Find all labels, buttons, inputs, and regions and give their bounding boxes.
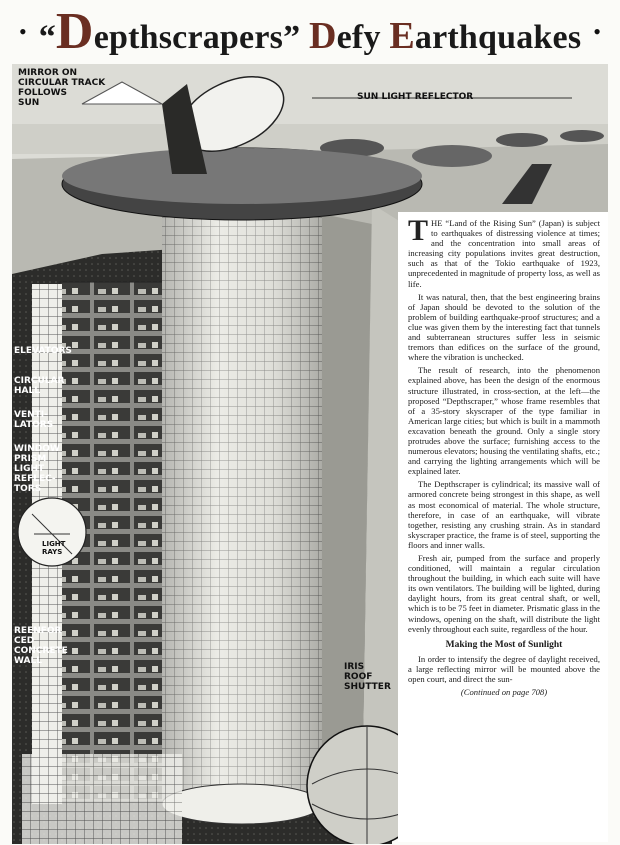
article-paragraph-text: HE “Land of the Rising Sun” (Japan) is subject to earthquakes of distressing violence at times; and the concentration into small areas of increasing city populations invites great destruction, such as that of the Tokio earthquake of 1923, unprecedented in magnitude of property loss, as well as life. xyxy=(408,218,600,289)
label-window-prism: WINDOW PRISM LIGHT REFLEC- TORS xyxy=(14,444,60,494)
headline-word3: arthquakes xyxy=(414,19,582,56)
label-ventilators: VENTI- LATORS xyxy=(14,410,54,430)
label-light-rays: LIGHT RAYS xyxy=(42,540,66,556)
headline xyxy=(0,3,620,60)
article-dropcap: T xyxy=(408,214,429,247)
article-paragraph: Fresh air, pumped from the surface and properly conditioned, will maintain a regular circulation throughout the building, in which each suite will have its own ventilators. The building will be lighted, during daylight hours, from its great central shaft, or well, which is to be 75 feet in diameter. Prismatic glass in the windows, opening on the shaft, will distribute the light evenly throughout each suite, regardless of the hour. xyxy=(408,553,600,634)
label-elevators: ELEVATORS xyxy=(14,346,72,356)
label-reinforced-wall: REENFOR CED CONCRETE WALL xyxy=(14,626,68,666)
headline-title xyxy=(38,3,582,60)
continued-note: (Continued on page 708) xyxy=(460,687,548,698)
headline-word1: epthscrapers xyxy=(93,19,284,56)
article-body xyxy=(398,212,608,842)
label-mirror: MIRROR ON CIRCULAR TRACK FOLLOWS SUN xyxy=(18,68,106,108)
headline-close-quote: ” xyxy=(283,19,301,56)
article-subhead: Making the Most of Sunlight xyxy=(445,639,563,650)
article-paragraph: It was natural, then, that the best engineering brains of Japan should be devoted to the solution of the problem of building earthquake-proof structures; and a clue was given them by the interesting fact that tunnels and subterranean structures suffer less in seismic tremors than edifices on the surface of the ground, where the vibration is unchecked. xyxy=(408,291,600,363)
label-circular-hall: CIRCULAR HALL xyxy=(14,376,65,396)
headline-word2: efy xyxy=(336,19,390,56)
label-iris-roof-shutter: IRIS ROOF SHUTTER xyxy=(344,662,391,692)
article-paragraph xyxy=(408,214,600,289)
headline-open-quote: “ xyxy=(38,19,56,56)
headline-cap2: D xyxy=(308,15,337,57)
headline-bullet-right: • xyxy=(593,19,601,44)
headline-cap3: E xyxy=(389,15,415,57)
label-sun-reflector: SUN LIGHT REFLECTOR xyxy=(357,92,474,102)
headline-bullet-left: • xyxy=(19,19,27,44)
article-paragraph: The result of research, into the phenomenon explained above, has been the design of the enormous structure illustrated, in cross-section, at the left—the proposed “Depthscraper,” whose frame resembles that of a 35-story skyscraper of the type familiar in American large cities; but which is built in a mammoth excavation beneath the ground. Only a single story protrudes above the surface; furnishing access to the numerous elevators; housing the ventilating shafts, etc.; and carrying the lighting arrangements which will be explained later. xyxy=(408,365,600,477)
article-paragraph: In order to intensify the degree of daylight received, a large reflecting mirror will be mounted above the open court, and direct the sun- xyxy=(408,653,600,685)
article-paragraph: The Depthscraper is cylindrical; its massive wall of armored concrete being strongest in this shape, as well as most economical of material. The whole structure, therefore, in case of an earthquake, will vibrate together, resisting any crushing strain. As in standard skyscraper practice, the frame is of steel, supporting the floors and inner walls. xyxy=(408,479,600,550)
headline-big-letter: D xyxy=(55,3,94,60)
